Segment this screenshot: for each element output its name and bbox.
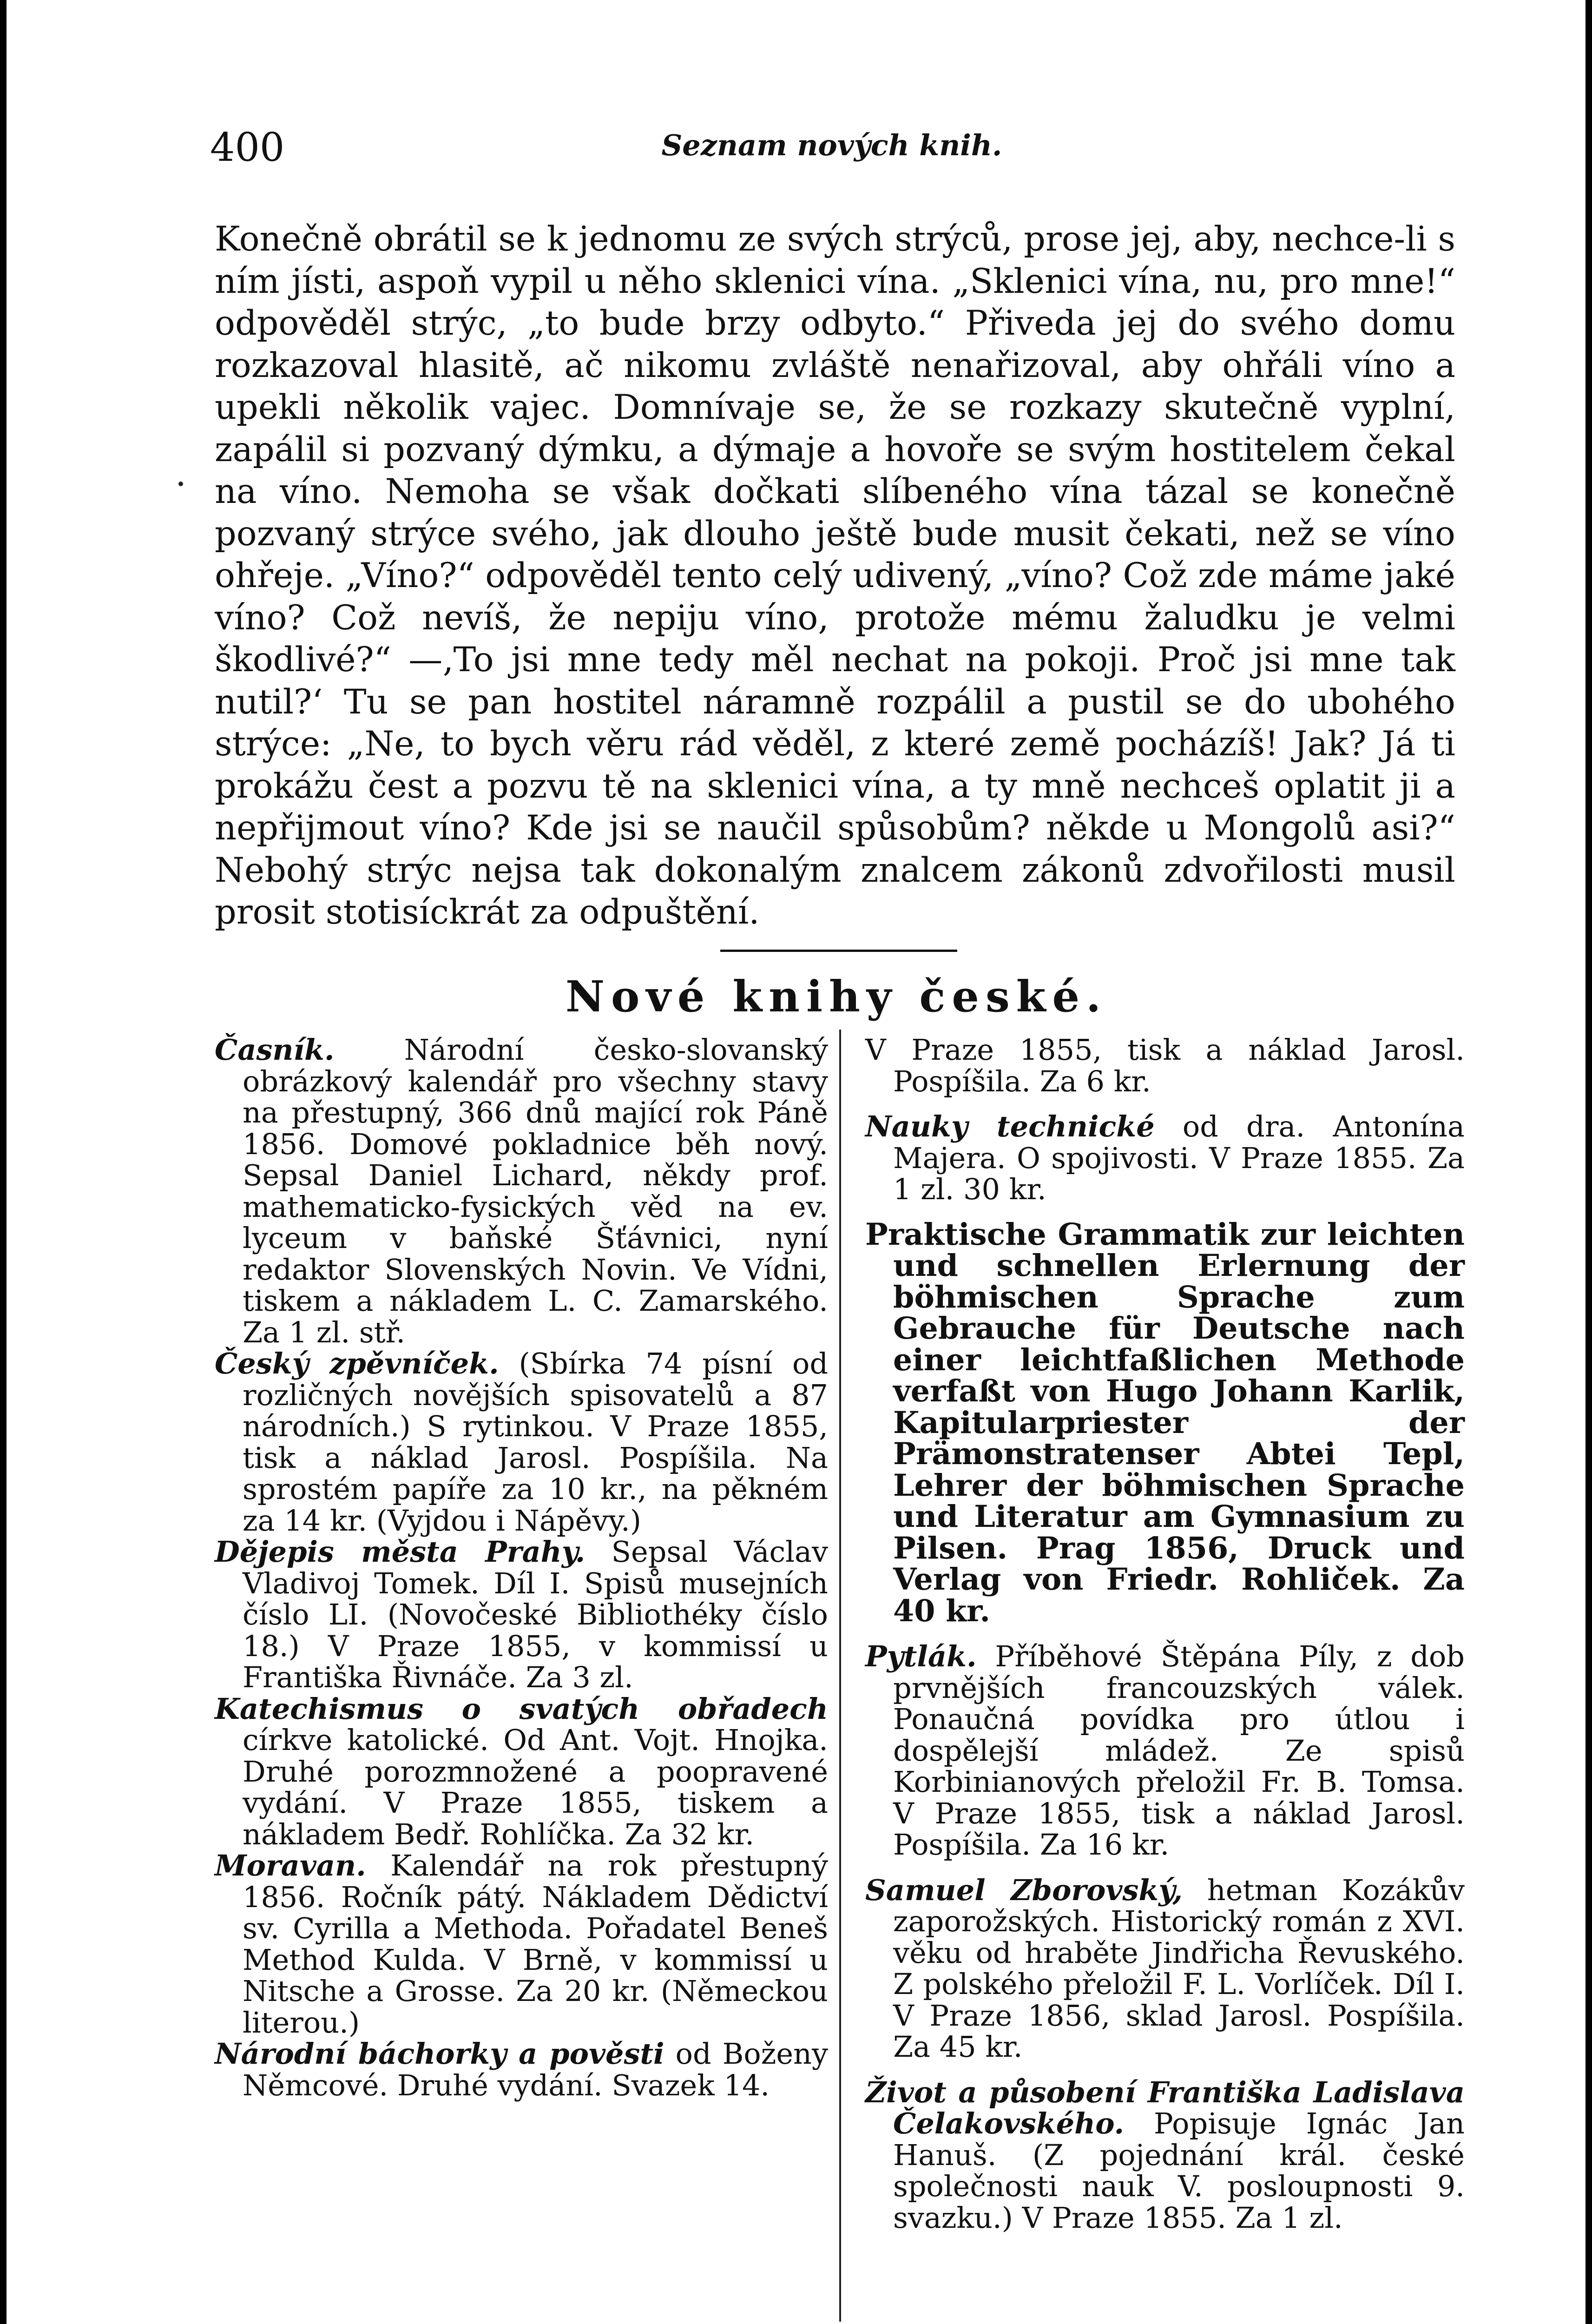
book-title: Samuel Zborovský, [865, 1873, 1183, 1907]
continued-entry [865, 1034, 1465, 1097]
book-title: Katechismus o svatých obřadech [215, 1691, 828, 1726]
book-entry [865, 1641, 1465, 1861]
book-entry [865, 1875, 1465, 2063]
page-number: 400 [210, 125, 285, 170]
book-entry [215, 1536, 828, 1693]
margin-mark [178, 482, 183, 486]
book-title: Časník. [215, 1033, 335, 1067]
page-header [204, 125, 1459, 176]
book-entry [215, 1693, 828, 1850]
column-divider [839, 1030, 841, 2322]
book-description: církve katolické. Od Ant. Vojt. Hnojka. Druhé porozmnožené a poopravené vydání. V Praze 1855, tiskem a nákladem Bedř. Rohlíčka. Za 32 kr. [243, 1723, 828, 1851]
book-title: Nauky technické [865, 1109, 1155, 1143]
left-column [215, 1034, 828, 2101]
book-entry [215, 1850, 828, 2038]
main-text-block [215, 218, 1455, 934]
book-description: Popisuje Ignác Jan Hanuš. (Z pojednání král. české společnosti nauk V. posloupnosti 9. svazku.) V Praze 1855. Za 1 zl. [893, 2106, 1465, 2235]
book-description: od Boženy Němcové. Druhé vydání. Svazek 14. [243, 2037, 828, 2102]
main-paragraph: Konečně obrátil se k jednomu ze svých strýců, prose jej, aby, nechce-li s ním jísti, aspoň vypil u něho sklenici vína. „Sklenici vína, nu, pro mne!“ odpověděl strýc, „to bude brzy odbyto.“ Přiveda jej do svého domu rozkazoval hlasitě, ač nikomu zvláště nenařizoval, aby ohřáli víno a upekli několik vajec. Domnívaje se, že se rozkazy skutečně vyplní, zapálil si pozvaný dýmku, a dýmaje a hovoře se svým hostitelem čekal na víno. Nemoha se však dočkati slíbeného vína tázal se konečně pozvaný strýce svého, jak dlouho ještě bude musit čekati, než se víno ohřeje. „Víno?“ odpověděl tento celý udivený, „víno? Což zde máme jaké víno? Což nevíš, že nepiju víno, protože mému žaludku je velmi škodlivé?“ —‚To jsi mne tedy měl nechat na pokoji. Proč jsi mne tak nutil?‘ Tu se pan hostitel náramně rozpálil a pustil se do ubohého strýce: „Ne, to bych věru rád věděl, z které země pocházíš! Jak? Já ti prokážu čest a pozvu tě na sklenici vína, a ty mně nechceš oplatit ji a nepřijmout víno? Kde jsi se naučil spůsobům? někde u Mongolů asi?“ Nebohý strýc nejsa tak dokonalým znalcem zákonů zdvořilosti musil prosit stotisíckrát za odpuštění. [215, 219, 1455, 932]
section-heading: Nové knihy české. [565, 971, 1108, 1022]
book-entry [215, 1034, 828, 1348]
book-entry [865, 2077, 1465, 2234]
book-title: Život a působení Františka Ladislava Čelakovského. [865, 2075, 1465, 2140]
book-description: hetman Kozákův zaporožských. Historický román z XVI. věku od hraběte Jindřicha Řevuského. Z polského přeložil F. L. Vorlíček. Díl I. V Praze 1856, sklad Jarosl. Pospíšila. Za 45 kr. [893, 1873, 1465, 2064]
section-divider-rule [720, 950, 957, 952]
book-title: Pytlák. [865, 1639, 977, 1673]
book-title: Dějepis města Prahy. [215, 1535, 585, 1569]
right-column [865, 1034, 1465, 2233]
book-description: Praktische Grammatik zur leichten und schnellen Erlernung der böhmischen Sprache zum Gebrauche für Deutsche nach einer leichtfaßlichen Methode verfaßt von Hugo Johann Karlik, Kapitularpriester der Prämonstratenser Abtei Tepl, Lehrer der böhmischen Sprache und Literatur am Gymnasium zu Pilsen. Prag 1856, Druck und Verlag von Friedr. Rohliček. Za 40 kr. [865, 1216, 1465, 1629]
book-description: Kalendář na rok přestupný 1856. Ročník pátý. Nákladem Dědictví sv. Cyrilla a Methoda. Pořadatel Beneš Method Kulda. V Brně, v kommissí u Nitsche a Grosse. Za 20 kr. (Německou literou.) [243, 1849, 828, 2040]
book-description: Sepsal Václav Vladivoj Tomek. Díl I. Spisů musejních číslo LI. (Novočeské Bibliothéky číslo 18.) V Praze 1855, v kommissí u Františka Řivnáče. Za 3 zl. [243, 1535, 828, 1694]
book-entry-german [865, 1216, 1465, 1629]
book-entry [215, 2038, 828, 2101]
book-description: V Praze 1855, tisk a náklad Jarosl. Pospíšila. Za 6 kr. [865, 1033, 1465, 1098]
book-title: Národní báchorky a pověsti [215, 2037, 664, 2071]
book-entry [865, 1111, 1465, 1205]
book-description: od dra. Antonína Majera. O spojivosti. V Praze 1855. Za 1 zl. 30 kr. [893, 1109, 1465, 1206]
book-entry [215, 1348, 828, 1536]
book-title: Moravan. [215, 1849, 366, 1882]
running-title: Seznam nových knih. [661, 128, 1002, 162]
book-description: Národní česko-slovanský obrázkový kalendář pro všechny stavy na přestupný, 366 dnů mající rok Páně 1856. Domové pokladnice běh nový. Sepsal Daniel Lichard, někdy prof. mathematicko-fysických věd na ev. lyceum v baňské Šťávnici, nyní redaktor Slovenských Novin. Ve Vídni, tiskem a nákladem L. C. Zamarského. Za 1 zl. stř. [243, 1033, 828, 1349]
book-title: Český zpěvníček. [215, 1347, 499, 1380]
book-description: Příběhové Štěpána Píly, z dob prvnějších francouzských válek. Ponaučná povídka pro útlou i dospělejší mládež. Ze spisů Korbinianových přeložil Fr. B. Tomsa. V Praze 1855, tisk a náklad Jarosl. Pospíšila. Za 16 kr. [893, 1639, 1465, 1862]
book-description: (Sbírka 74 písní od rozličných novějších spisovatelů a 87 národních.) S rytinkou. V Praze 1855, tisk a náklad Jarosl. Pospíšila. Na sprostém papíře za 10 kr., na pěkném za 14 kr. (Vyjdou i Nápěvy.) [243, 1347, 829, 1538]
